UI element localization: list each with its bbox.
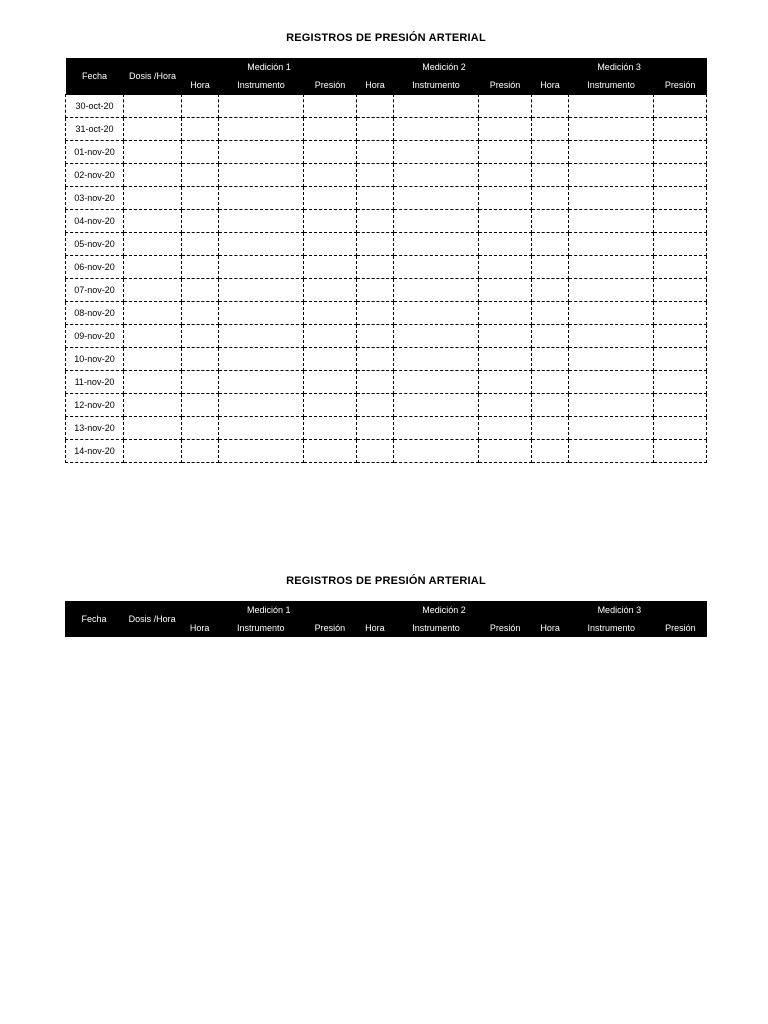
entry-cell[interactable] [654, 95, 707, 118]
entry-cell[interactable] [532, 394, 569, 417]
entry-cell[interactable] [182, 348, 219, 371]
entry-cell[interactable] [479, 279, 532, 302]
entry-cell[interactable] [654, 325, 707, 348]
date-cell: 03-nov-20 [66, 187, 124, 210]
entry-cell[interactable] [569, 348, 654, 371]
entry-cell[interactable] [124, 210, 182, 233]
header-hora: Hora [357, 76, 394, 95]
entry-cell[interactable] [394, 348, 479, 371]
entry-cell[interactable] [654, 440, 707, 463]
entry-cell[interactable] [304, 348, 357, 371]
entry-cell[interactable] [569, 233, 654, 256]
table-row [66, 233, 707, 256]
entry-cell[interactable] [182, 417, 219, 440]
entry-cell[interactable] [357, 210, 394, 233]
entry-cell[interactable] [394, 233, 479, 256]
entry-cell[interactable] [394, 187, 479, 210]
entry-cell[interactable] [182, 210, 219, 233]
entry-cell[interactable] [532, 417, 569, 440]
entry-cell[interactable] [357, 440, 394, 463]
header-instrumento: Instrumento [219, 76, 304, 95]
entry-cell[interactable] [394, 440, 479, 463]
table-header [65, 601, 707, 637]
entry-cell[interactable] [124, 95, 182, 118]
entry-cell[interactable] [219, 141, 304, 164]
entry-cell[interactable] [357, 394, 394, 417]
entry-cell[interactable] [219, 417, 304, 440]
entry-cell[interactable] [569, 210, 654, 233]
header-medicion-3: Medición 3 [532, 601, 707, 619]
entry-cell[interactable] [219, 118, 304, 141]
entry-cell[interactable] [124, 440, 182, 463]
entry-cell[interactable] [124, 417, 182, 440]
entry-cell[interactable] [182, 187, 219, 210]
entry-cell[interactable] [654, 210, 707, 233]
entry-cell[interactable] [654, 302, 707, 325]
entry-cell[interactable] [304, 210, 357, 233]
entry-cell[interactable] [532, 302, 569, 325]
entry-cell[interactable] [124, 325, 182, 348]
entry-cell[interactable] [569, 394, 654, 417]
header-presion: Presión [479, 76, 532, 95]
entry-cell[interactable] [357, 118, 394, 141]
header-hora: Hora [182, 76, 219, 95]
document-title: REGISTROS DE PRESIÓN ARTERIAL [286, 575, 486, 587]
header-presion: Presión [303, 619, 356, 637]
entry-cell[interactable] [569, 440, 654, 463]
entry-cell[interactable] [357, 256, 394, 279]
entry-cell[interactable] [304, 279, 357, 302]
entry-cell[interactable] [394, 141, 479, 164]
entry-cell[interactable] [182, 256, 219, 279]
entry-cell[interactable] [182, 371, 219, 394]
date-cell: 06-nov-20 [66, 256, 124, 279]
entry-cell[interactable] [394, 279, 479, 302]
entry-cell[interactable] [357, 187, 394, 210]
table-row [66, 302, 707, 325]
entry-cell[interactable] [304, 417, 357, 440]
entry-cell[interactable] [124, 141, 182, 164]
entry-cell[interactable] [394, 118, 479, 141]
record-section-2 [65, 573, 707, 637]
entry-cell[interactable] [479, 302, 532, 325]
header-medicion-2: Medición 2 [357, 58, 532, 76]
blood-pressure-table [65, 58, 707, 463]
entry-cell[interactable] [532, 210, 569, 233]
entry-cell[interactable] [479, 187, 532, 210]
entry-cell[interactable] [219, 348, 304, 371]
entry-cell[interactable] [219, 394, 304, 417]
entry-cell[interactable] [532, 440, 569, 463]
entry-cell[interactable] [479, 95, 532, 118]
entry-cell[interactable] [182, 440, 219, 463]
entry-cell[interactable] [479, 233, 532, 256]
entry-cell[interactable] [654, 417, 707, 440]
entry-cell[interactable] [479, 371, 532, 394]
entry-cell[interactable] [479, 256, 532, 279]
date-cell: 13-nov-20 [66, 417, 124, 440]
entry-cell[interactable] [654, 141, 707, 164]
entry-cell[interactable] [357, 164, 394, 187]
entry-cell[interactable] [182, 394, 219, 417]
entry-cell[interactable] [532, 233, 569, 256]
entry-cell[interactable] [124, 371, 182, 394]
entry-cell[interactable] [304, 233, 357, 256]
entry-cell[interactable] [357, 417, 394, 440]
entry-cell[interactable] [182, 164, 219, 187]
entry-cell[interactable] [394, 394, 479, 417]
entry-cell[interactable] [357, 141, 394, 164]
table-row [66, 371, 707, 394]
entry-cell[interactable] [654, 233, 707, 256]
entry-cell[interactable] [394, 210, 479, 233]
table-row [66, 394, 707, 417]
date-cell: 04-nov-20 [66, 210, 124, 233]
entry-cell[interactable] [394, 371, 479, 394]
entry-cell[interactable] [304, 187, 357, 210]
entry-cell[interactable] [182, 325, 219, 348]
entry-cell[interactable] [479, 440, 532, 463]
header-presion: Presión [654, 76, 707, 95]
entry-cell[interactable] [532, 325, 569, 348]
entry-cell[interactable] [304, 302, 357, 325]
table-header [66, 58, 707, 95]
header-dosis-hora: Dosis /Hora [124, 58, 182, 95]
entry-cell[interactable] [654, 348, 707, 371]
entry-cell[interactable] [124, 302, 182, 325]
entry-cell[interactable] [124, 118, 182, 141]
blood-pressure-table [65, 601, 707, 637]
entry-cell[interactable] [532, 118, 569, 141]
document-title: REGISTROS DE PRESIÓN ARTERIAL [286, 32, 486, 44]
entry-cell[interactable] [124, 256, 182, 279]
entry-cell[interactable] [569, 187, 654, 210]
entry-cell[interactable] [654, 279, 707, 302]
entry-cell[interactable] [479, 141, 532, 164]
entry-cell[interactable] [357, 348, 394, 371]
table-row [66, 325, 707, 348]
header-instrumento: Instrumento [393, 619, 478, 637]
entry-cell[interactable] [394, 95, 479, 118]
header-medicion-2: Medición 2 [356, 601, 531, 619]
entry-cell[interactable] [479, 348, 532, 371]
entry-cell[interactable] [569, 302, 654, 325]
entry-cell[interactable] [124, 164, 182, 187]
date-cell: 02-nov-20 [66, 164, 124, 187]
entry-cell[interactable] [182, 118, 219, 141]
table-row [66, 348, 707, 371]
entry-cell[interactable] [182, 302, 219, 325]
table-row [66, 440, 707, 463]
entry-cell[interactable] [394, 325, 479, 348]
entry-cell[interactable] [654, 164, 707, 187]
header-dosis-hora: Dosis /Hora [123, 601, 181, 637]
entry-cell[interactable] [182, 279, 219, 302]
header-presion: Presión [304, 76, 357, 95]
entry-cell[interactable] [357, 95, 394, 118]
entry-cell[interactable] [654, 118, 707, 141]
date-cell: 31-oct-20 [66, 118, 124, 141]
table-row [66, 118, 707, 141]
entry-cell[interactable] [219, 210, 304, 233]
header-fecha: Fecha [65, 601, 123, 637]
header-medicion-1: Medición 1 [181, 601, 356, 619]
entry-cell[interactable] [394, 302, 479, 325]
entry-cell[interactable] [124, 348, 182, 371]
entry-cell[interactable] [569, 279, 654, 302]
header-instrumento: Instrumento [569, 76, 654, 95]
entry-cell[interactable] [124, 279, 182, 302]
entry-cell[interactable] [304, 371, 357, 394]
entry-cell[interactable] [569, 141, 654, 164]
entry-cell[interactable] [357, 325, 394, 348]
entry-cell[interactable] [479, 394, 532, 417]
date-cell: 01-nov-20 [66, 141, 124, 164]
record-section-1 [65, 30, 707, 463]
entry-cell[interactable] [532, 371, 569, 394]
entry-cell[interactable] [219, 302, 304, 325]
entry-cell[interactable] [304, 164, 357, 187]
entry-cell[interactable] [569, 164, 654, 187]
entry-cell[interactable] [654, 187, 707, 210]
entry-cell[interactable] [532, 187, 569, 210]
entry-cell[interactable] [219, 187, 304, 210]
entry-cell[interactable] [304, 325, 357, 348]
entry-cell[interactable] [304, 118, 357, 141]
entry-cell[interactable] [569, 95, 654, 118]
entry-cell[interactable] [357, 233, 394, 256]
entry-cell[interactable] [532, 164, 569, 187]
header-instrumento: Instrumento [569, 619, 654, 637]
entry-cell[interactable] [569, 325, 654, 348]
entry-cell[interactable] [532, 95, 569, 118]
entry-cell[interactable] [479, 325, 532, 348]
table-row [66, 256, 707, 279]
entry-cell[interactable] [532, 256, 569, 279]
header-medicion-3: Medición 3 [532, 58, 707, 76]
header-presion: Presión [479, 619, 532, 637]
entry-cell[interactable] [654, 394, 707, 417]
table-body [66, 95, 707, 463]
header-medicion-1: Medición 1 [182, 58, 357, 76]
header-fecha: Fecha [66, 58, 124, 95]
entry-cell[interactable] [219, 233, 304, 256]
header-hora: Hora [356, 619, 393, 637]
table-row [66, 279, 707, 302]
entry-cell[interactable] [219, 164, 304, 187]
entry-cell[interactable] [357, 279, 394, 302]
entry-cell[interactable] [304, 256, 357, 279]
entry-cell[interactable] [182, 141, 219, 164]
entry-cell[interactable] [124, 187, 182, 210]
entry-cell[interactable] [124, 233, 182, 256]
date-cell: 07-nov-20 [66, 279, 124, 302]
entry-cell[interactable] [219, 325, 304, 348]
table-row [66, 187, 707, 210]
entry-cell[interactable] [532, 279, 569, 302]
date-cell: 09-nov-20 [66, 325, 124, 348]
entry-cell[interactable] [304, 394, 357, 417]
header-hora: Hora [532, 619, 569, 637]
entry-cell[interactable] [304, 141, 357, 164]
entry-cell[interactable] [304, 440, 357, 463]
entry-cell[interactable] [479, 164, 532, 187]
date-cell: 08-nov-20 [66, 302, 124, 325]
table-row [66, 141, 707, 164]
entry-cell[interactable] [654, 256, 707, 279]
entry-cell[interactable] [219, 95, 304, 118]
header-hora: Hora [532, 76, 569, 95]
entry-cell[interactable] [394, 417, 479, 440]
entry-cell[interactable] [182, 233, 219, 256]
table-row [66, 417, 707, 440]
table-row [66, 210, 707, 233]
entry-cell[interactable] [479, 118, 532, 141]
entry-cell[interactable] [479, 417, 532, 440]
date-cell: 05-nov-20 [66, 233, 124, 256]
entry-cell[interactable] [219, 440, 304, 463]
entry-cell[interactable] [357, 302, 394, 325]
entry-cell[interactable] [532, 141, 569, 164]
entry-cell[interactable] [219, 371, 304, 394]
header-presion: Presión [654, 619, 707, 637]
entry-cell[interactable] [569, 256, 654, 279]
entry-cell[interactable] [124, 394, 182, 417]
entry-cell[interactable] [182, 95, 219, 118]
entry-cell[interactable] [219, 256, 304, 279]
date-cell: 30-oct-20 [66, 95, 124, 118]
entry-cell[interactable] [394, 256, 479, 279]
header-instrumento: Instrumento [394, 76, 479, 95]
date-cell: 12-nov-20 [66, 394, 124, 417]
table-row [66, 164, 707, 187]
entry-cell[interactable] [304, 95, 357, 118]
entry-cell[interactable] [569, 417, 654, 440]
date-cell: 14-nov-20 [66, 440, 124, 463]
header-hora: Hora [181, 619, 218, 637]
entry-cell[interactable] [569, 371, 654, 394]
entry-cell[interactable] [532, 348, 569, 371]
date-cell: 11-nov-20 [66, 371, 124, 394]
entry-cell[interactable] [479, 210, 532, 233]
entry-cell[interactable] [357, 371, 394, 394]
date-cell: 10-nov-20 [66, 348, 124, 371]
entry-cell[interactable] [394, 164, 479, 187]
entry-cell[interactable] [219, 279, 304, 302]
header-instrumento: Instrumento [218, 619, 303, 637]
entry-cell[interactable] [654, 371, 707, 394]
entry-cell[interactable] [569, 118, 654, 141]
table-row [66, 95, 707, 118]
